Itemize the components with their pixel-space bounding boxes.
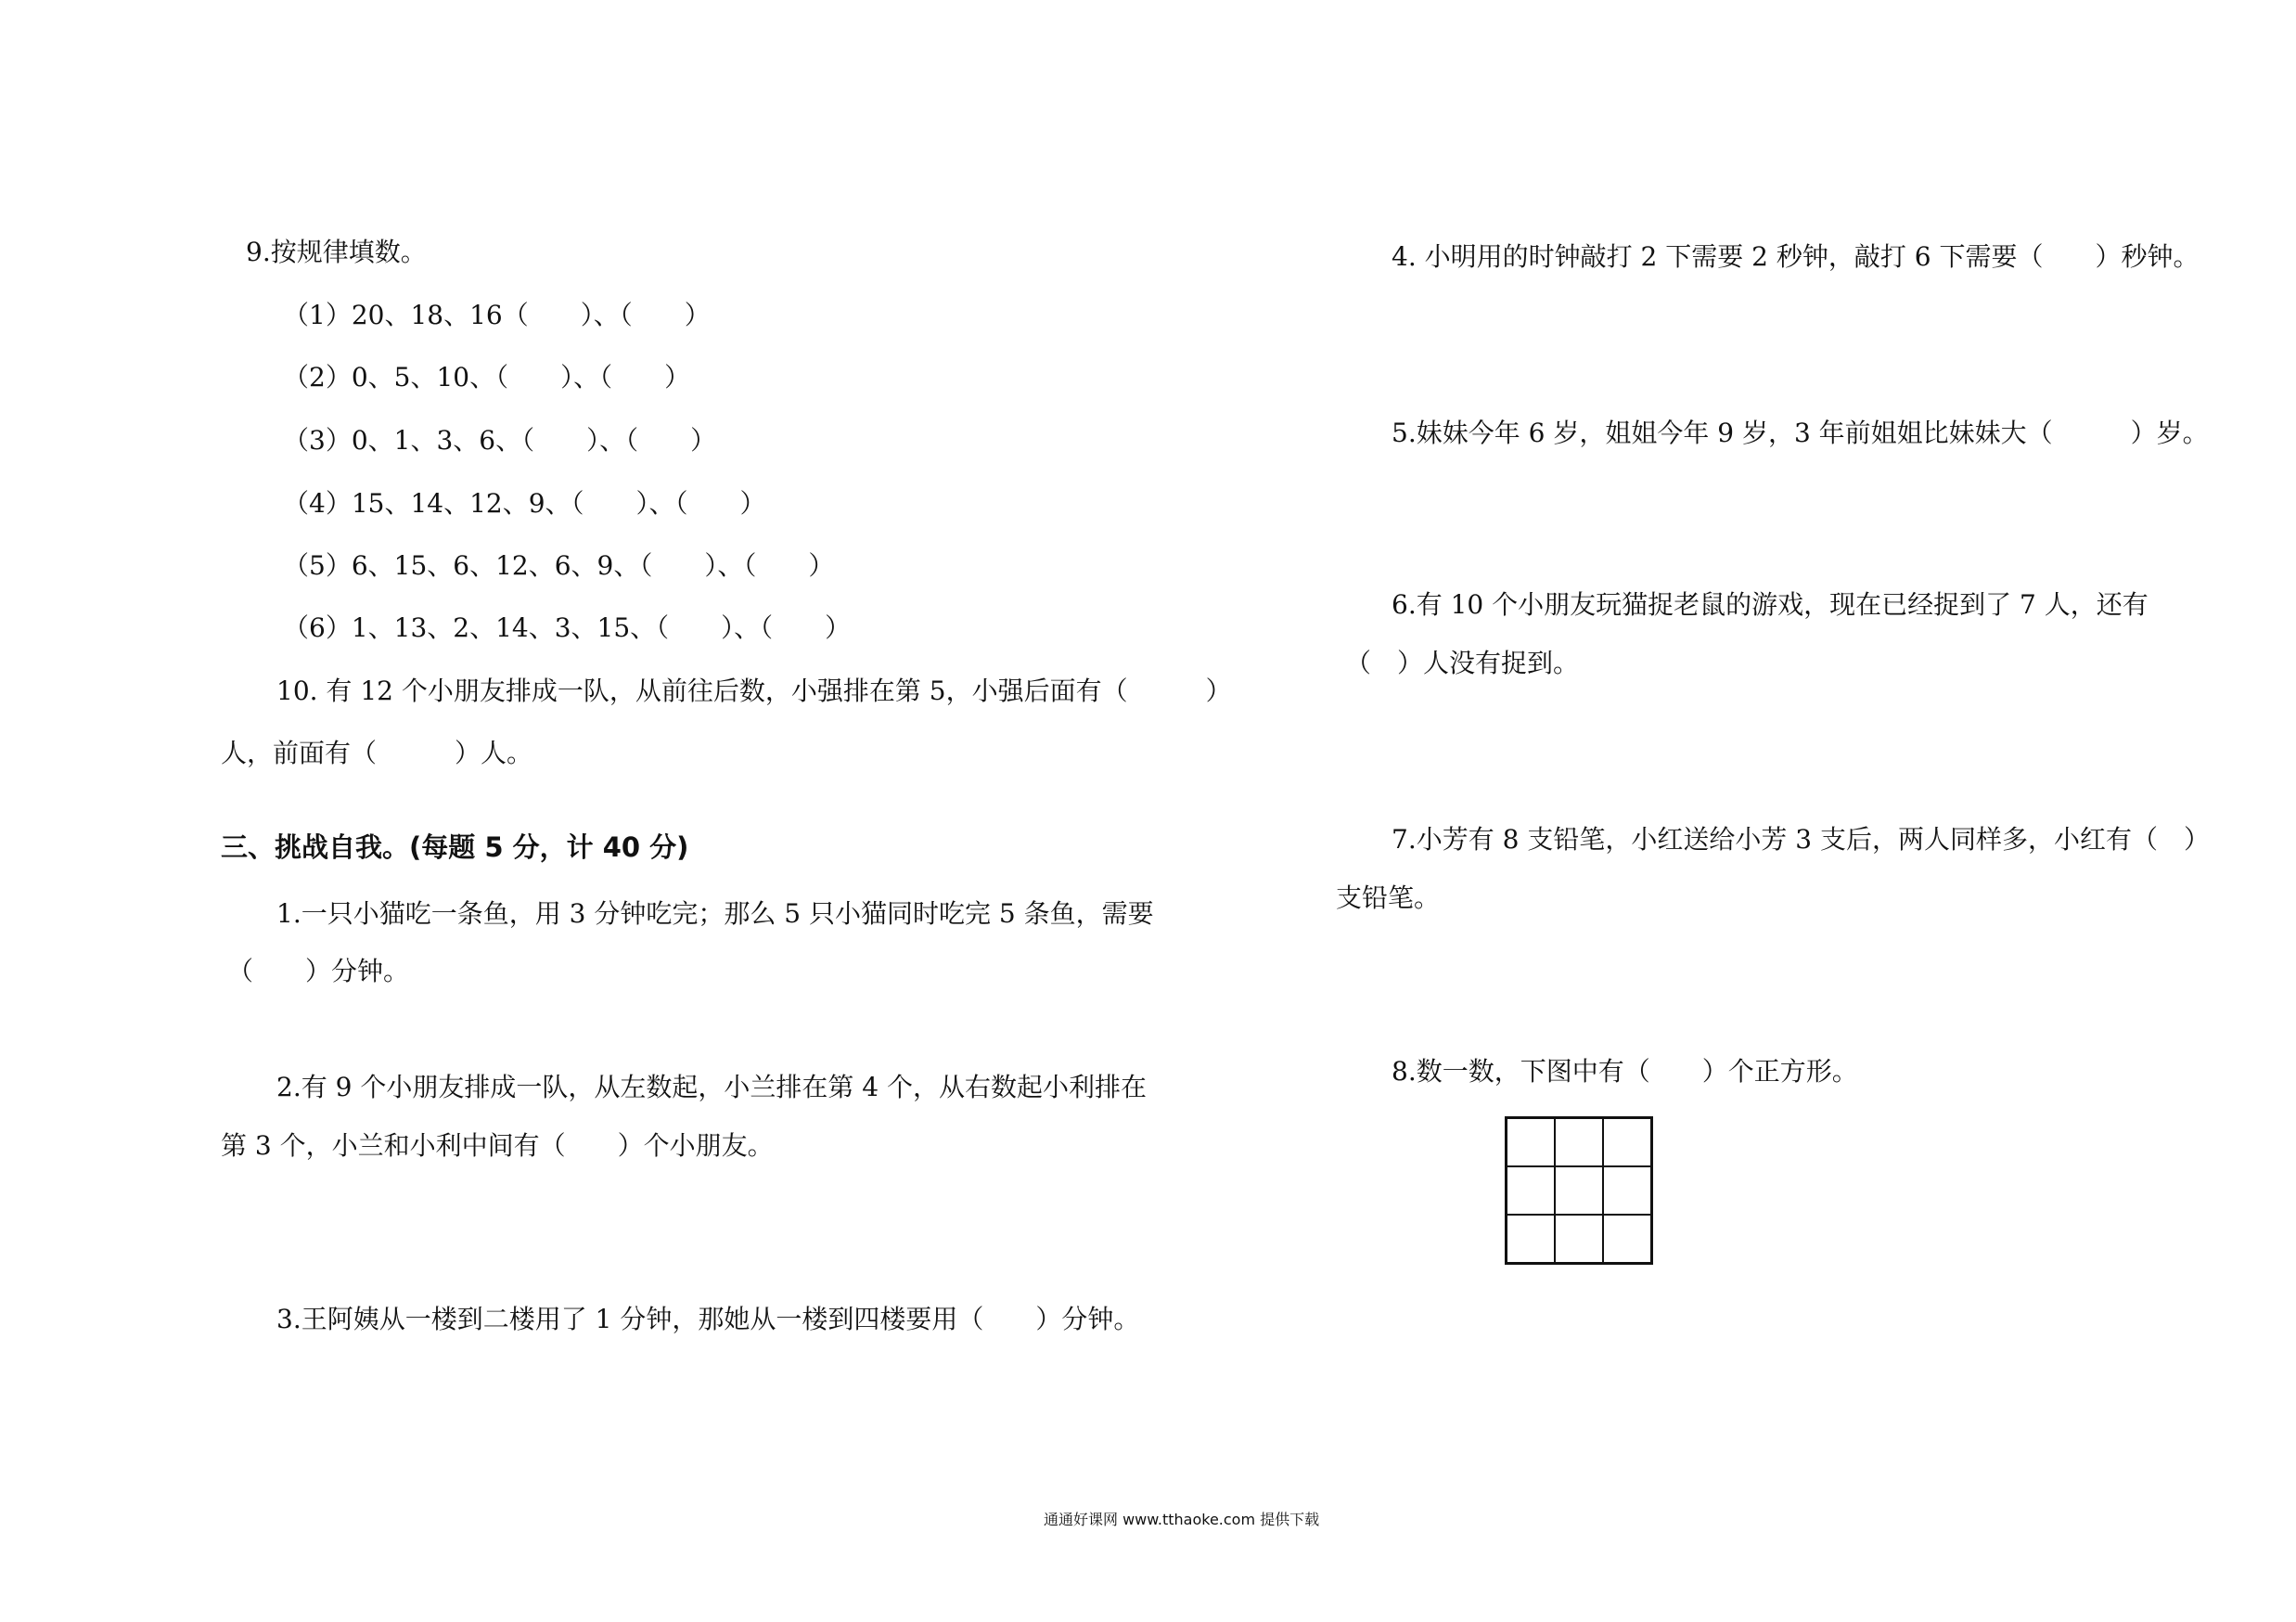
q9-item-4: （4）15、14、12、9、（ ）、（ ） bbox=[283, 488, 766, 519]
grid-cell bbox=[1507, 1118, 1555, 1166]
grid-cell bbox=[1555, 1215, 1603, 1263]
s3-q3-line-1: 3.王阿姨从一楼到二楼用了 1 分钟，那她从一楼到四楼要用（ ）分钟。 bbox=[276, 1304, 1140, 1334]
q10-line-2: 人，前面有（ ）人。 bbox=[221, 738, 533, 768]
grid-cell bbox=[1603, 1166, 1651, 1215]
q9-item-5: （5）6、15、6、12、6、9、（ ）、（ ） bbox=[283, 550, 835, 581]
q9-title: 9.按规律填数。 bbox=[246, 237, 427, 267]
q7-line-2: 支铅笔。 bbox=[1336, 882, 1441, 913]
section3-heading: 三、挑战自我。(每题 5 分，计 40 分) bbox=[221, 831, 689, 863]
q5-line-1: 5.妹妹今年 6 岁，姐姐今年 9 岁，3 年前姐姐比妹妹大（ ）岁。 bbox=[1392, 418, 2209, 448]
footer-credit: 通通好课网 www.tthaoke.com 提供下载 bbox=[1044, 1511, 1320, 1528]
q9-item-2: （2）0、5、10、（ ）、（ ） bbox=[283, 362, 691, 393]
q10-line-1: 10. 有 12 个小朋友排成一队，从前往后数，小强排在第 5，小强后面有（ ） bbox=[276, 676, 1232, 706]
q4-line-1: 4. 小明用的时钟敲打 2 下需要 2 秒钟，敲打 6 下需要（ ）秒钟。 bbox=[1392, 241, 2200, 272]
s3-q1-line-1: 1.一只小猫吃一条鱼，用 3 分钟吃完；那么 5 只小猫同时吃完 5 条鱼，需要 bbox=[276, 898, 1154, 929]
s3-q2-line-2: 第 3 个，小兰和小利中间有（ ）个小朋友。 bbox=[221, 1130, 774, 1161]
q6-line-2: （ ）人没有捉到。 bbox=[1345, 648, 1580, 678]
s3-q2-line-1: 2.有 9 个小朋友排成一队，从左数起，小兰排在第 4 个，从右数起小利排在 bbox=[276, 1072, 1147, 1102]
grid-cell bbox=[1555, 1118, 1603, 1166]
q9-item-1: （1）20、18、16（ ）、（ ） bbox=[283, 300, 711, 330]
q7-line-1: 7.小芳有 8 支铅笔，小红送给小芳 3 支后，两人同样多，小红有（ ） bbox=[1392, 824, 2210, 855]
q6-line-1: 6.有 10 个小朋友玩猫捉老鼠的游戏，现在已经捉到了 7 人，还有 bbox=[1392, 589, 2148, 620]
grid-cell bbox=[1507, 1215, 1555, 1263]
q9-item-3: （3）0、1、3、6、（ ）、（ ） bbox=[283, 425, 717, 456]
grid-cell bbox=[1603, 1215, 1651, 1263]
s3-q1-line-2: （ ）分钟。 bbox=[227, 956, 410, 986]
q9-item-6: （6）1、13、2、14、3、15、（ ）、（ ） bbox=[283, 612, 852, 643]
square-grid-figure bbox=[1505, 1116, 1653, 1265]
q8-line-1: 8.数一数，下图中有（ ）个正方形。 bbox=[1392, 1056, 1858, 1087]
grid-cell bbox=[1603, 1118, 1651, 1166]
grid-cell bbox=[1555, 1166, 1603, 1215]
grid-cell bbox=[1507, 1166, 1555, 1215]
